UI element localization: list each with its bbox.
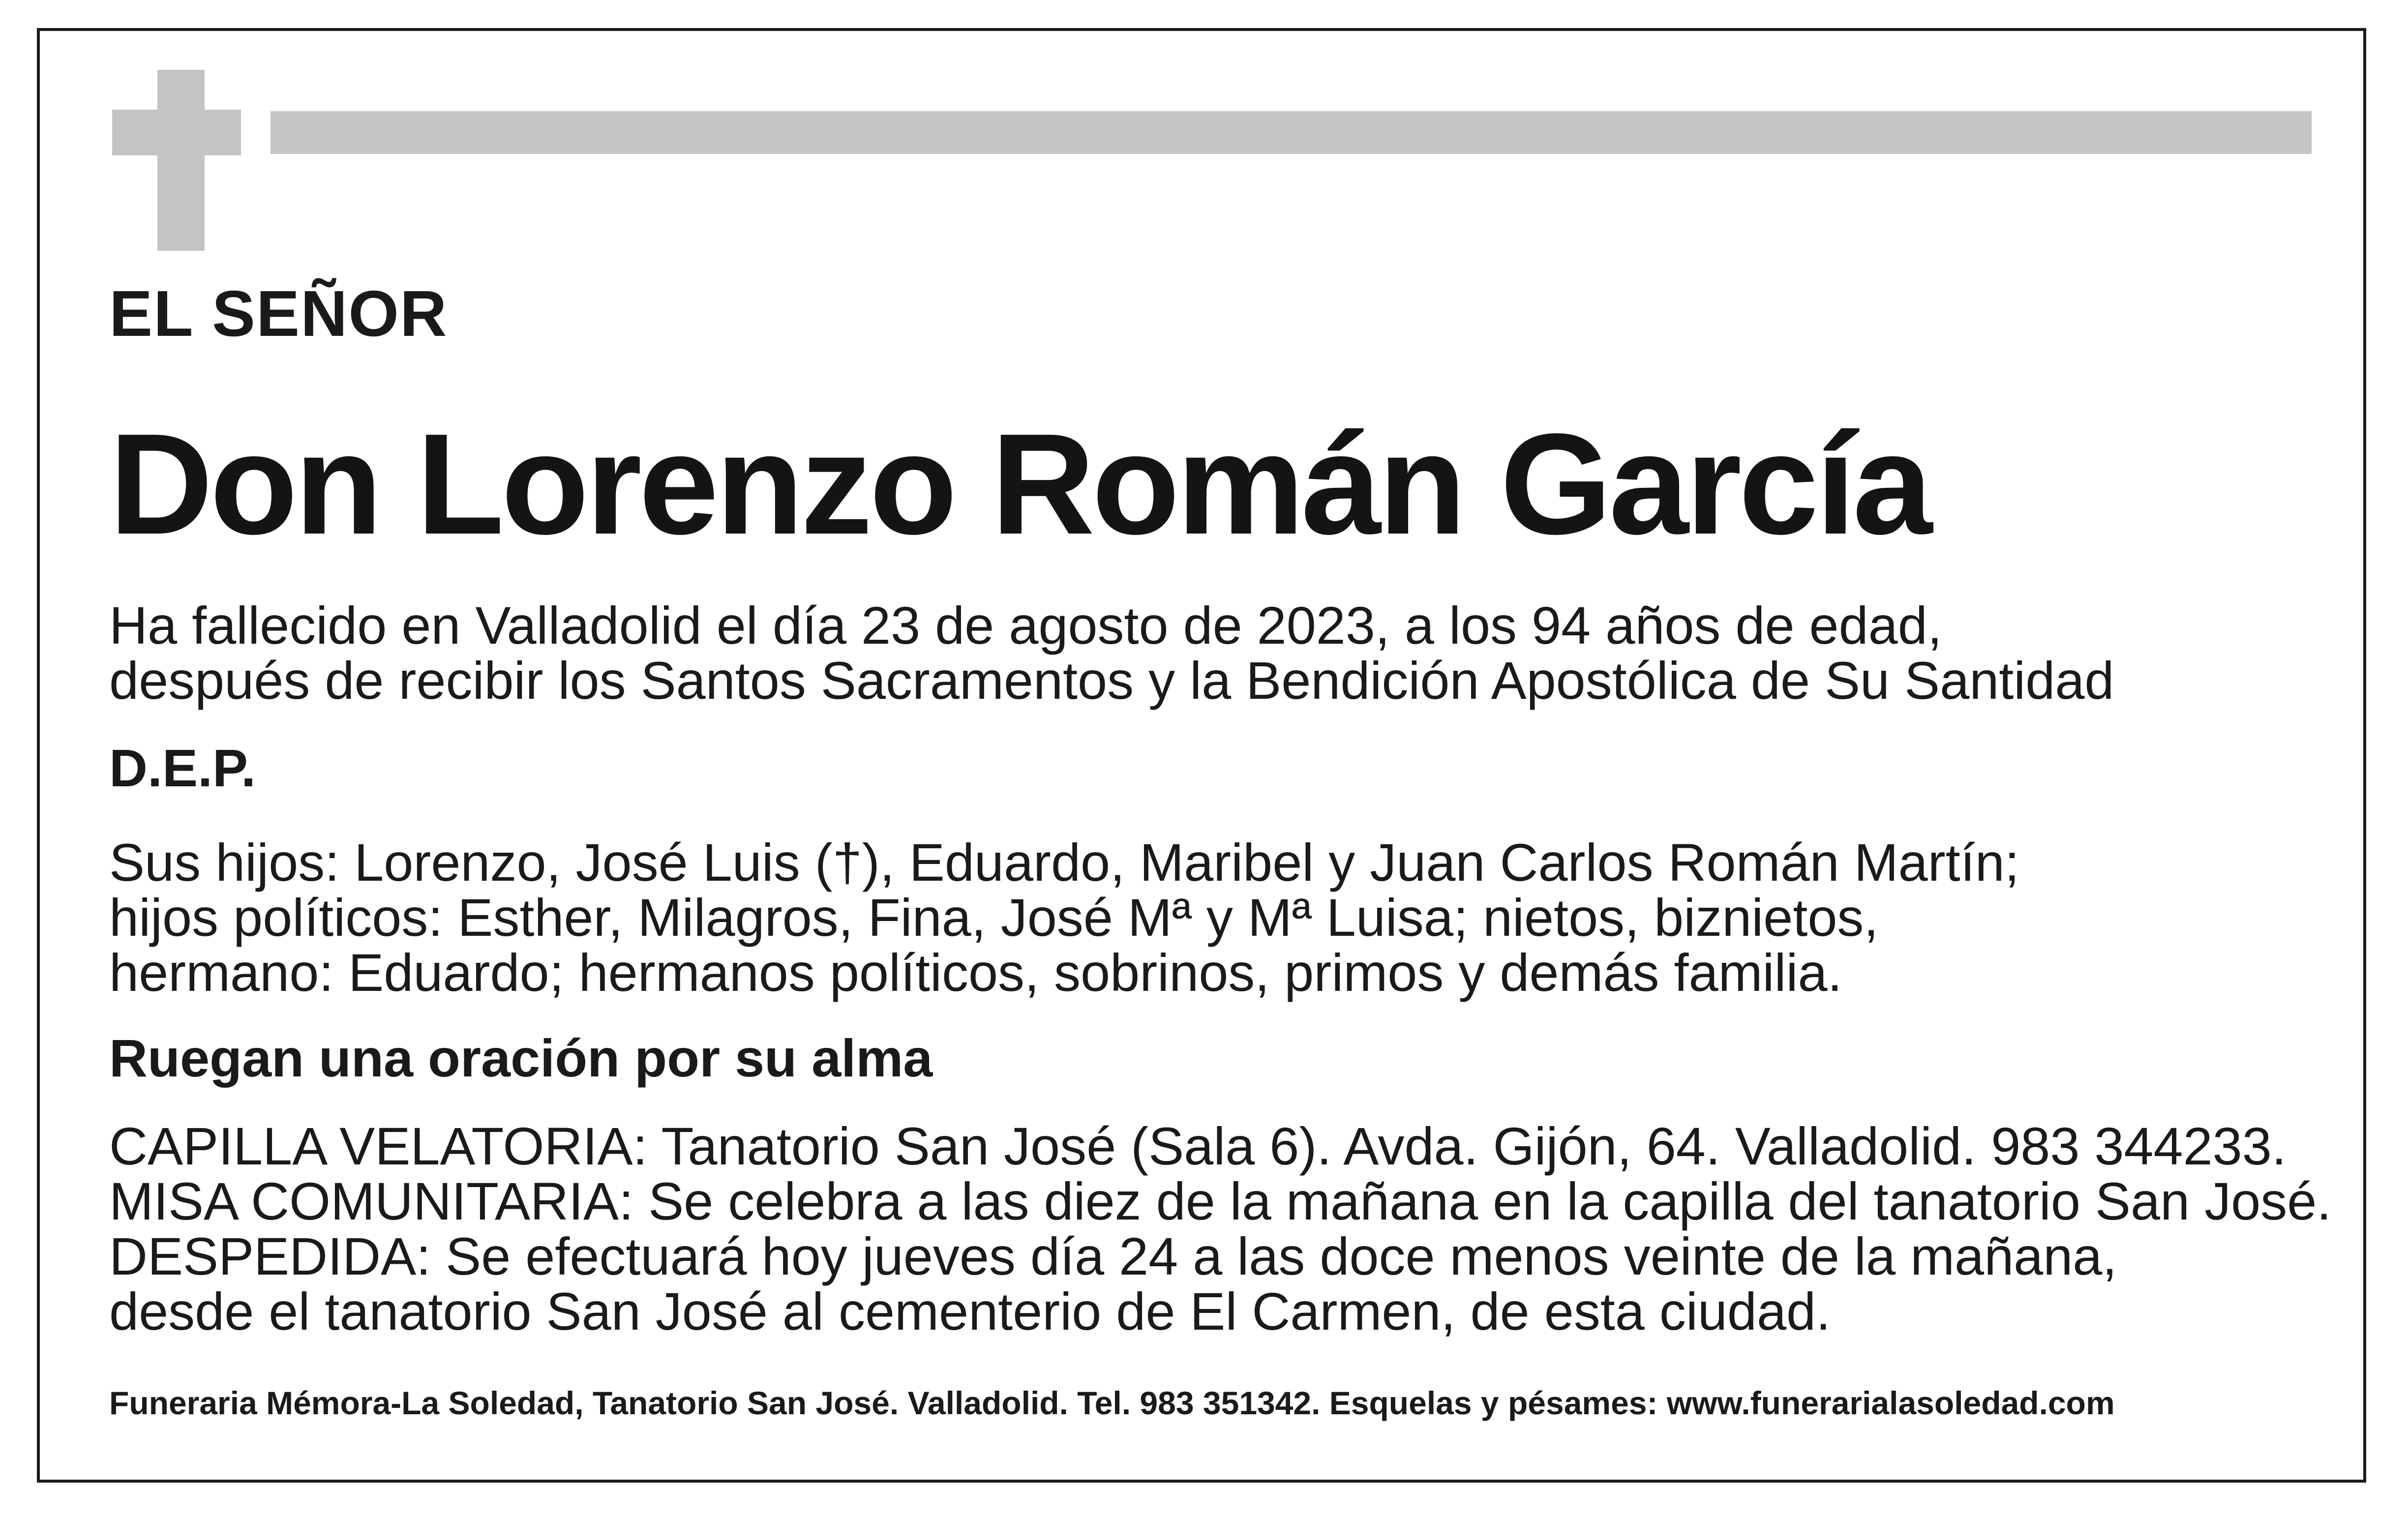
service-line-chapel: CAPILLA VELATORIA: Tanatorio San José (Sala 6). Avda. Gijón, 64. Valladolid. 983 344233. — [109, 1116, 2287, 1176]
family-line: Sus hijos: Lorenzo, José Luis (†), Eduardo, Maribel y Juan Carlos Román Martín; — [109, 833, 2019, 892]
cross-horizontal-bar — [112, 110, 241, 155]
death-announcement — [109, 598, 2114, 708]
header-divider-bar — [271, 111, 2312, 154]
family-line: hermano: Eduardo; hermanos políticos, sobrinos, primos y demás familia. — [109, 943, 1842, 1002]
death-line: Ha fallecido en Valladolid el día 23 de agosto de 2023, a los 94 años de edad, — [109, 596, 1942, 655]
prayer-request: Ruegan una oración por su alma — [109, 1028, 933, 1088]
family-line: hijos políticos: Esther, Milagros, Fina, José Mª y Mª Luisa; nietos, biznietos, — [109, 888, 1879, 947]
service-line-farewell: DESPEDIDA: Se efectuará hoy jueves día 24 a las doce menos veinte de la mañana, — [109, 1226, 2117, 1286]
funeral-home-footer: Funeraria Mémora-La Soledad, Tanatorio San José. Valladolid. Tel. 983 351342. Esquelas y pésames: www.funerarialasoledad.com — [109, 1385, 2115, 1421]
service-line-farewell-cont: desde el tanatorio San José al cementerio de El Carmen, de esta ciudad. — [109, 1281, 1831, 1341]
service-line-mass: MISA COMUNITARIA: Se celebra a las diez de la mañana en la capilla del tanatorio San José. — [109, 1171, 2332, 1231]
cross-vertical-bar — [157, 70, 205, 251]
service-details — [109, 1116, 2332, 1341]
deceased-name: Don Lorenzo Román García — [109, 404, 1930, 564]
rip-label: D.E.P. — [109, 738, 256, 798]
death-line: después de recibir los Santos Sacramentos y la Bendición Apostólica de Su Santidad — [109, 651, 2114, 710]
honorific-heading: EL SEÑOR — [109, 277, 448, 350]
family-list — [109, 835, 2019, 1000]
